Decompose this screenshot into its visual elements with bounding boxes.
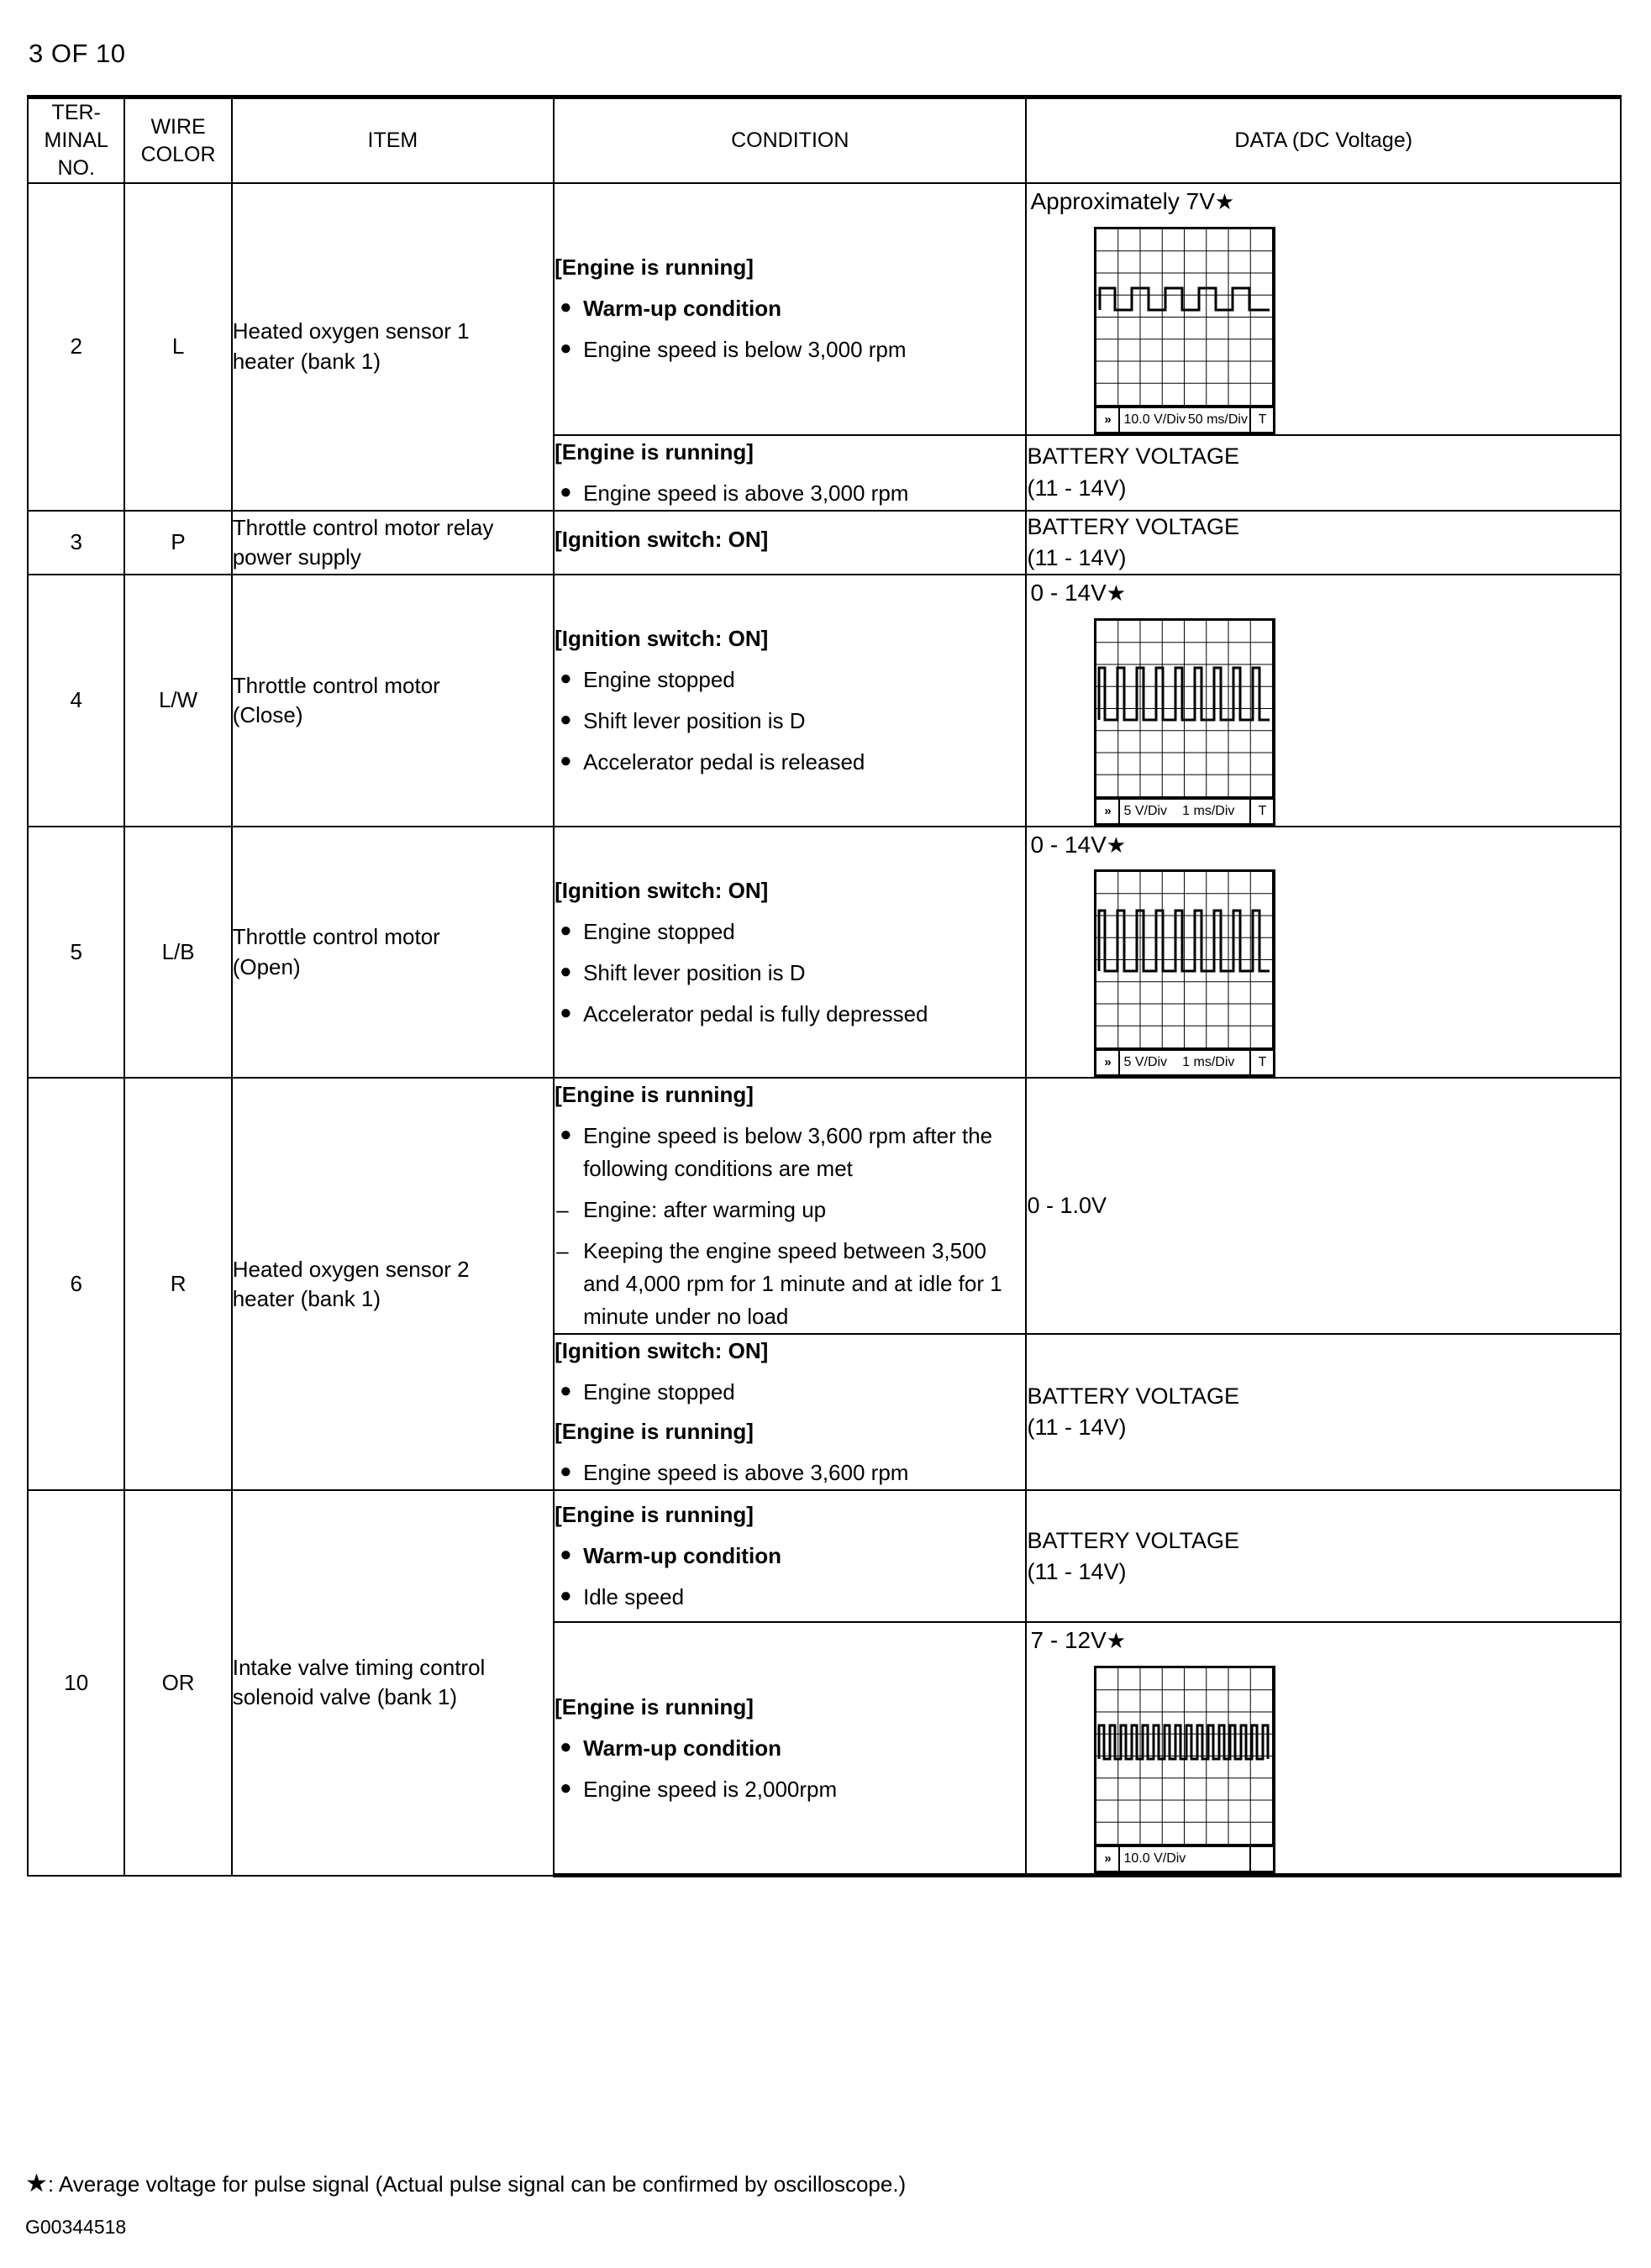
scope-waveform bbox=[1096, 1668, 1273, 1845]
scope-waveform bbox=[1096, 621, 1273, 797]
table-row bbox=[28, 183, 1621, 435]
cell-condition bbox=[554, 183, 1026, 435]
oscilloscope-wrapper bbox=[1094, 869, 1620, 1077]
cell-data bbox=[1026, 1078, 1621, 1334]
item-line-1: Throttle control motor relay bbox=[232, 514, 494, 540]
scope-footer bbox=[1096, 797, 1273, 823]
scope-volts-per-div: 10.0 V/Div bbox=[1123, 1851, 1186, 1866]
cell-data bbox=[1026, 827, 1621, 1079]
scope-volts-per-div: 5 V/Div bbox=[1123, 1055, 1168, 1070]
bullet-icon: ● bbox=[560, 707, 572, 731]
condition-bullet-list bbox=[555, 916, 1025, 1031]
table-row bbox=[28, 1078, 1621, 1334]
cell-wire-color: L/B bbox=[124, 827, 231, 1079]
item-line-2: (Open) bbox=[232, 953, 301, 979]
cell-condition bbox=[554, 1622, 1026, 1875]
cell-item bbox=[232, 511, 554, 575]
table-row bbox=[28, 827, 1621, 1079]
bullet-icon: ● bbox=[560, 1543, 572, 1567]
column-header-wire-color bbox=[124, 97, 231, 184]
condition-heading: [Engine is running] bbox=[555, 1419, 754, 1445]
list-item bbox=[555, 957, 1025, 990]
scope-grid bbox=[1096, 1668, 1273, 1845]
list-item bbox=[555, 916, 1025, 948]
oscilloscope-terminal-10 bbox=[1094, 1666, 1275, 1873]
condition-heading: [Engine is running] bbox=[555, 1502, 754, 1528]
condition-bullet-list bbox=[555, 1732, 1025, 1806]
cell-data bbox=[1026, 1490, 1621, 1622]
condition-group bbox=[555, 1415, 1025, 1489]
condition-heading: [Engine is running] bbox=[555, 1693, 754, 1719]
cell-item bbox=[232, 1490, 554, 1875]
cell-terminal-no: 10 bbox=[28, 1490, 124, 1875]
scope-time-per-div: 1 ms/Div bbox=[1182, 1055, 1235, 1070]
bullet-icon: ● bbox=[560, 1584, 572, 1608]
list-item-label: Shift lever position is D bbox=[583, 707, 806, 733]
cell-data bbox=[1026, 435, 1621, 511]
bullet-icon: ● bbox=[560, 918, 572, 942]
table-row bbox=[28, 575, 1621, 827]
scope-volts-per-div: 10.0 V/Div bbox=[1123, 412, 1186, 427]
condition-group bbox=[555, 622, 1025, 779]
condition-heading: [Engine is running] bbox=[555, 255, 754, 281]
item-line-1: Heated oxygen sensor 1 bbox=[232, 318, 470, 344]
list-item-label: Warm-up condition bbox=[583, 1543, 781, 1569]
cell-condition bbox=[554, 1334, 1026, 1490]
condition-group bbox=[555, 1499, 1025, 1614]
condition-bullet-list bbox=[555, 1120, 1025, 1333]
bullet-icon: ● bbox=[560, 1776, 572, 1799]
cell-wire-color: OR bbox=[124, 1490, 231, 1875]
condition-group bbox=[555, 1691, 1025, 1806]
cell-item bbox=[232, 183, 554, 511]
fast-forward-icon: » bbox=[1096, 1847, 1120, 1871]
condition-group bbox=[555, 874, 1025, 1031]
scope-time-per-div: 1 ms/Div bbox=[1182, 803, 1235, 818]
list-item-label: Keeping the engine speed between 3,500 and 4,000 rpm for 1 minute and at idle for 1 minute under no load bbox=[583, 1238, 1002, 1330]
list-item bbox=[555, 664, 1025, 696]
cell-item bbox=[232, 827, 554, 1079]
bullet-icon: ● bbox=[560, 480, 572, 503]
item-line-1: Heated oxygen sensor 2 bbox=[232, 1256, 470, 1282]
list-item bbox=[555, 705, 1025, 738]
voltage-text: 0 - 14V bbox=[1030, 831, 1107, 858]
condition-group bbox=[555, 251, 1025, 366]
list-item-label: Accelerator pedal is fully depressed bbox=[583, 1000, 928, 1026]
bullet-icon: ● bbox=[560, 666, 572, 690]
list-item bbox=[555, 998, 1025, 1031]
condition-group bbox=[555, 1079, 1025, 1333]
star-icon: ★ bbox=[1106, 832, 1127, 858]
cell-condition bbox=[554, 827, 1026, 1079]
condition-heading: [Ignition switch: ON] bbox=[555, 1338, 769, 1364]
bullet-icon: ● bbox=[560, 748, 572, 772]
dash-icon: – bbox=[556, 1238, 569, 1264]
data-line-1: BATTERY VOLTAGE bbox=[1027, 1383, 1240, 1410]
bullet-icon: ● bbox=[560, 959, 572, 983]
bullet-icon: ● bbox=[560, 1123, 572, 1147]
list-item bbox=[555, 1235, 1025, 1333]
scope-grid bbox=[1096, 229, 1273, 406]
list-item-label: Warm-up condition bbox=[583, 1735, 781, 1761]
data-line-1: BATTERY VOLTAGE bbox=[1027, 444, 1240, 470]
list-item-label: Engine speed is above 3,600 rpm bbox=[583, 1460, 909, 1486]
header-line-1: TER- bbox=[51, 101, 101, 124]
scope-waveform bbox=[1096, 229, 1273, 406]
footnote bbox=[25, 2169, 906, 2198]
star-icon: ★ bbox=[1106, 1628, 1127, 1654]
condition-bullet-list bbox=[555, 664, 1025, 779]
list-item-label: Engine speed is above 3,000 rpm bbox=[583, 480, 909, 506]
item-line-2: heater (bank 1) bbox=[232, 348, 381, 374]
data-line-2: (11 - 14V) bbox=[1027, 544, 1127, 570]
data-voltage-value bbox=[1030, 829, 1620, 862]
list-item bbox=[555, 1732, 1025, 1765]
scope-trigger-marker: T bbox=[1249, 408, 1273, 432]
item-line-2: power supply bbox=[232, 543, 361, 570]
column-header-item: ITEM bbox=[232, 97, 554, 184]
cell-condition bbox=[554, 435, 1026, 511]
cell-terminal-no: 6 bbox=[28, 1078, 124, 1490]
list-item bbox=[555, 746, 1025, 779]
voltage-text: 0 - 14V bbox=[1030, 580, 1107, 606]
item-line-2: heater (bank 1) bbox=[232, 1285, 381, 1311]
oscilloscope-terminal-2 bbox=[1094, 227, 1275, 434]
cell-data bbox=[1026, 575, 1621, 827]
list-item-label: Shift lever position is D bbox=[583, 959, 806, 985]
cell-condition bbox=[554, 1490, 1026, 1622]
column-header-condition: CONDITION bbox=[554, 97, 1026, 184]
star-icon: ★ bbox=[25, 2170, 48, 2197]
oscilloscope-terminal-5 bbox=[1094, 869, 1275, 1077]
condition-bullet-list bbox=[555, 1540, 1025, 1614]
cell-wire-color: L bbox=[124, 183, 231, 511]
condition-heading: [Ignition switch: ON] bbox=[555, 527, 769, 553]
list-item bbox=[555, 1120, 1025, 1185]
data-line-2: (11 - 14V) bbox=[1027, 475, 1127, 501]
header-line-2: MINAL bbox=[44, 129, 108, 152]
bullet-icon: ● bbox=[560, 1379, 572, 1403]
cell-wire-color: R bbox=[124, 1078, 231, 1490]
bullet-icon: ● bbox=[560, 296, 572, 319]
scope-grid bbox=[1096, 872, 1273, 1048]
data-line-1: BATTERY VOLTAGE bbox=[1027, 1527, 1240, 1553]
cell-wire-color: L/W bbox=[124, 575, 231, 827]
bullet-icon: ● bbox=[560, 337, 572, 360]
list-item-label: Warm-up condition bbox=[583, 296, 781, 322]
cell-condition bbox=[554, 511, 1026, 575]
scope-footer bbox=[1096, 1048, 1273, 1074]
list-item bbox=[555, 1457, 1025, 1489]
footnote-text: : Average voltage for pulse signal (Actual pulse signal can be confirmed by oscilloscope.) bbox=[47, 2171, 907, 2197]
dash-icon: – bbox=[556, 1197, 569, 1223]
list-item bbox=[555, 333, 1025, 366]
condition-heading: [Engine is running] bbox=[555, 1082, 754, 1108]
scope-footer bbox=[1096, 1845, 1273, 1871]
cell-data bbox=[1026, 511, 1621, 575]
cell-condition bbox=[554, 1078, 1026, 1334]
list-item-label: Engine speed is below 3,000 rpm bbox=[583, 337, 907, 363]
list-item-label: Idle speed bbox=[583, 1584, 685, 1610]
star-icon: ★ bbox=[1106, 580, 1127, 606]
list-item bbox=[555, 292, 1025, 325]
cell-wire-color: P bbox=[124, 511, 231, 575]
scope-time-per-div: 50 ms/Div bbox=[1187, 412, 1248, 427]
item-line-1: Throttle control motor bbox=[232, 924, 440, 950]
oscilloscope-wrapper bbox=[1094, 618, 1620, 826]
data-voltage-value bbox=[1030, 1625, 1620, 1657]
list-item-label: Engine: after warming up bbox=[583, 1197, 827, 1223]
oscilloscope-wrapper bbox=[1094, 227, 1620, 434]
item-line-2: solenoid valve (bank 1) bbox=[232, 1684, 458, 1710]
scope-time-per-div bbox=[1186, 1847, 1249, 1871]
header-line-3: NO. bbox=[57, 156, 95, 180]
list-item bbox=[555, 1581, 1025, 1614]
data-line-2: (11 - 14V) bbox=[1027, 1415, 1127, 1441]
list-item-label: Engine stopped bbox=[583, 1379, 735, 1405]
terminal-spec-table bbox=[27, 95, 1622, 1877]
data-voltage-value bbox=[1030, 577, 1620, 610]
condition-bullet-list bbox=[555, 477, 1025, 510]
cell-terminal-no: 5 bbox=[28, 827, 124, 1079]
cell-terminal-no: 3 bbox=[28, 511, 124, 575]
scope-trigger-marker: T bbox=[1249, 800, 1273, 823]
fast-forward-icon: » bbox=[1096, 408, 1120, 432]
cell-item bbox=[232, 575, 554, 827]
oscilloscope-wrapper bbox=[1094, 1666, 1620, 1873]
table-row bbox=[28, 1490, 1621, 1622]
item-line-1: Throttle control motor bbox=[232, 672, 440, 698]
list-item bbox=[555, 1376, 1025, 1409]
fast-forward-icon: » bbox=[1096, 800, 1120, 823]
table-header-row bbox=[28, 97, 1621, 184]
scope-volts-per-div: 5 V/Div bbox=[1123, 803, 1168, 818]
condition-group bbox=[555, 436, 1025, 510]
scope-grid bbox=[1096, 621, 1273, 797]
column-header-data: DATA (DC Voltage) bbox=[1026, 97, 1621, 184]
cell-condition bbox=[554, 575, 1026, 827]
condition-bullet-list bbox=[555, 1457, 1025, 1489]
data-line-2: (11 - 14V) bbox=[1027, 1558, 1127, 1584]
cell-item bbox=[232, 1078, 554, 1490]
item-line-2: (Close) bbox=[232, 701, 303, 727]
cell-data bbox=[1026, 1622, 1621, 1875]
fast-forward-icon: » bbox=[1096, 1051, 1120, 1074]
list-item-label: Engine speed is 2,000rpm bbox=[583, 1776, 838, 1802]
page-label: 3 OF 10 bbox=[29, 39, 126, 68]
document-id: G00344518 bbox=[25, 2216, 127, 2238]
scope-trigger-marker: T bbox=[1249, 1051, 1273, 1074]
scope-waveform bbox=[1096, 872, 1273, 1048]
condition-heading: [Ignition switch: ON] bbox=[555, 877, 769, 903]
voltage-text: Approximately 7V bbox=[1030, 188, 1215, 214]
list-item bbox=[555, 1773, 1025, 1806]
list-item-label: Engine stopped bbox=[583, 918, 735, 944]
scope-footer bbox=[1096, 406, 1273, 432]
condition-heading: [Ignition switch: ON] bbox=[555, 625, 769, 651]
cell-data bbox=[1026, 183, 1621, 435]
bullet-icon: ● bbox=[560, 1000, 572, 1024]
header-line-1: WIRE bbox=[150, 114, 206, 139]
data-line-1: 0 - 1.0V bbox=[1027, 1193, 1107, 1219]
table-row bbox=[28, 511, 1621, 575]
list-item bbox=[555, 1540, 1025, 1572]
list-item-label: Engine stopped bbox=[583, 666, 735, 692]
oscilloscope-terminal-4 bbox=[1094, 618, 1275, 826]
header-line-2: COLOR bbox=[140, 142, 216, 166]
star-icon: ★ bbox=[1214, 189, 1235, 214]
list-item-label: Engine speed is below 3,600 rpm after the following conditions are met bbox=[583, 1123, 993, 1182]
cell-terminal-no: 2 bbox=[28, 183, 124, 511]
voltage-text: 7 - 12V bbox=[1030, 1627, 1107, 1654]
condition-group bbox=[555, 1335, 1025, 1409]
condition-bullet-list bbox=[555, 1376, 1025, 1409]
bullet-icon: ● bbox=[560, 1460, 572, 1483]
data-line-1: BATTERY VOLTAGE bbox=[1027, 513, 1240, 539]
cell-data bbox=[1026, 1334, 1621, 1490]
condition-heading: [Engine is running] bbox=[555, 438, 754, 465]
cell-terminal-no: 4 bbox=[28, 575, 124, 827]
list-item bbox=[555, 1194, 1025, 1226]
item-line-1: Intake valve timing control bbox=[232, 1655, 486, 1681]
list-item bbox=[555, 477, 1025, 510]
scope-trigger-marker bbox=[1249, 1847, 1273, 1871]
bullet-icon: ● bbox=[560, 1735, 572, 1758]
data-voltage-value bbox=[1030, 186, 1620, 218]
column-header-terminal-no bbox=[28, 97, 124, 184]
condition-bullet-list bbox=[555, 292, 1025, 366]
list-item-label: Accelerator pedal is released bbox=[583, 748, 865, 774]
